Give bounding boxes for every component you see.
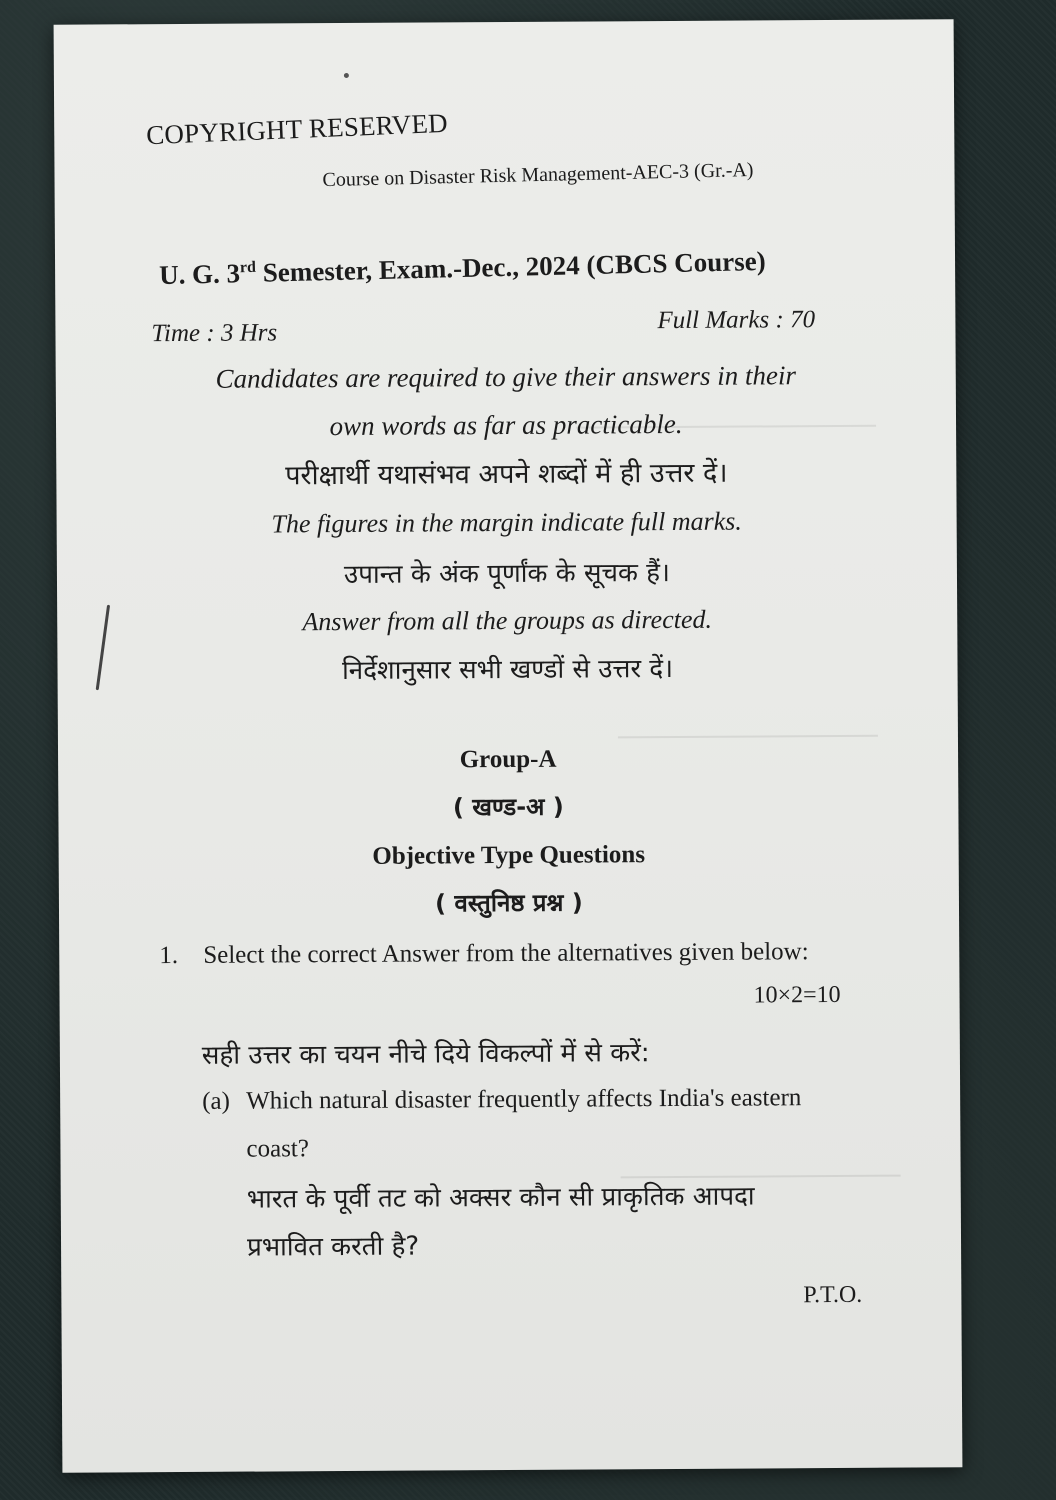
time-limit: Time : 3 Hrs (151, 319, 278, 348)
question-text: Select the correct Answer from the alternatives given below: (203, 938, 809, 969)
instruction-line-hindi: परीक्षार्थी यथासंभव अपने शब्दों में ही उत्तर दें। (285, 457, 728, 492)
instruction-line: Candidates are required to give their answers in their (215, 360, 797, 394)
course-title: Course on Disaster Risk Management-AEC-3 (Gr.-A) (322, 158, 754, 192)
instruction-line-hindi: उपान्त के अंक पूर्णांक के सूचक हैं। (343, 558, 670, 590)
question-number: 1. (159, 942, 179, 970)
subquestion-text: coast? (246, 1135, 310, 1163)
subquestion-label: (a) (202, 1087, 230, 1115)
please-turn-over: P.T.O. (803, 1281, 863, 1309)
instruction-line: own words as far as practicable. (329, 408, 683, 442)
ink-dot (344, 73, 349, 78)
exam-title (159, 246, 766, 291)
instruction-line: The figures in the margin indicate full marks. (271, 506, 742, 539)
copyright-notice: COPYRIGHT RESERVED (145, 107, 449, 151)
exam-title-suffix: Semester, Exam.-Dec., 2024 (CBCS Course) (255, 245, 766, 288)
group-title-hindi: ( खण्ड-अ ) (452, 792, 564, 822)
full-marks: Full Marks : 70 (657, 306, 816, 335)
question-marks: 10×2=10 (753, 981, 841, 1009)
subquestion-text-hindi: भारत के पूर्वी तट को अक्सर कौन सी प्राकृतिक आपदा (246, 1181, 755, 1215)
exam-paper (54, 19, 963, 1472)
subquestion-text: Which natural disaster frequently affects India's eastern (246, 1084, 802, 1115)
bleed-through (618, 720, 878, 745)
question-text-hindi: सही उत्तर का चयन नीचे दिये विकल्पों में से करें: (201, 1038, 650, 1071)
exam-title-superscript: rd (239, 258, 257, 277)
subquestion-text-hindi: प्रभावित करती है? (246, 1231, 420, 1263)
section-subtitle: Objective Type Questions (372, 841, 646, 870)
exam-title-prefix: U. G. 3 (158, 258, 241, 291)
instruction-line-hindi: निर्देशानुसार सभी खण्डों से उत्तर दें। (341, 653, 674, 687)
group-title: Group-A (459, 745, 557, 774)
section-subtitle-hindi: ( वस्तुनिष्ठ प्रश्न ) (435, 888, 583, 918)
instruction-line: Answer from all the groups as directed. (302, 604, 713, 637)
